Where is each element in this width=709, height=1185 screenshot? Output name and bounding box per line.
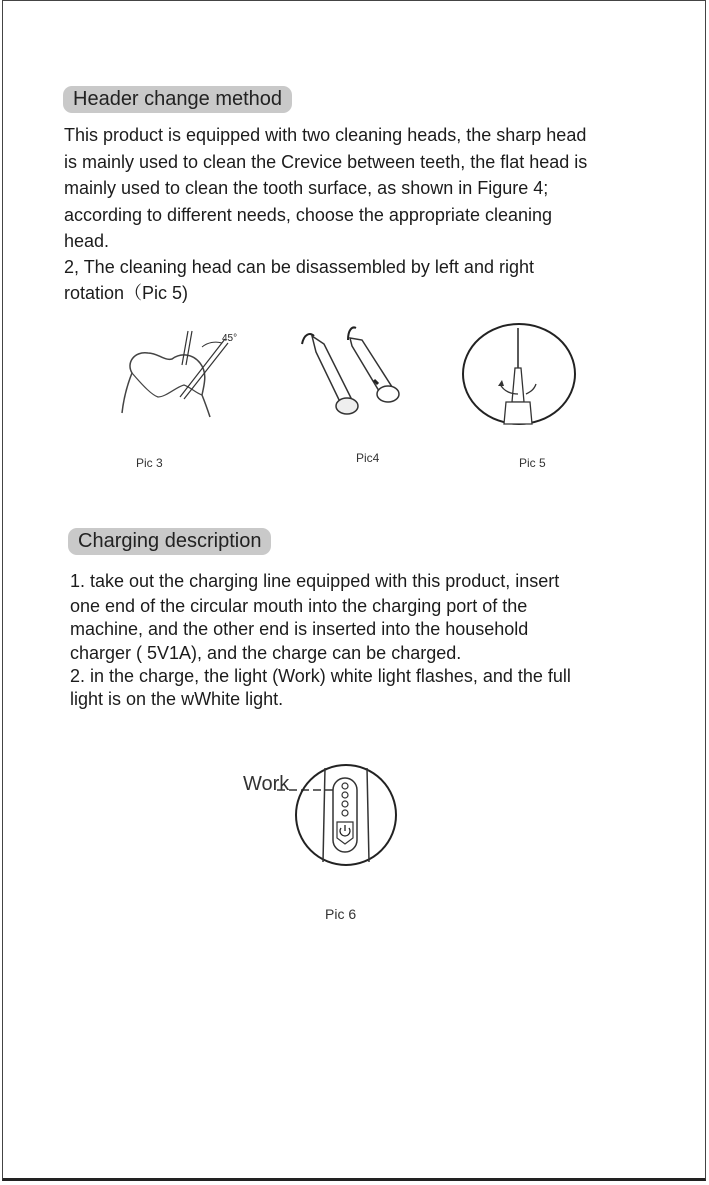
body-line: mainly used to clean the tooth surface, as shown in Figure 4;: [64, 178, 549, 198]
body-line: charger ( 5V1A), and the charge can be charged.: [70, 643, 462, 663]
body-line: machine, and the other end is inserted into the household: [70, 619, 529, 639]
section-heading-charging: Charging description: [68, 528, 271, 555]
body-line: according to different needs, choose the appropriate cleaning: [64, 205, 553, 225]
pic4-caption: Pic4: [356, 451, 380, 465]
body-line: head.: [64, 231, 110, 251]
section-heading-header-change: Header change method: [63, 86, 292, 113]
body-line: light is on the wWhite light.: [70, 689, 284, 709]
pic6-device-illustration: [295, 764, 397, 866]
body-line: 2, The cleaning head can be disassembled by left and right: [64, 257, 534, 277]
body-line: one end of the circular mouth into the charging port of the: [70, 596, 528, 616]
pic5-rotation-illustration: [462, 322, 576, 426]
pic4-cleaning-heads-illustration: [290, 322, 420, 422]
pic3-tooth-illustration: [110, 325, 260, 425]
pic6-work-label: Work: [243, 773, 290, 795]
body-line: 2. in the charge, the light (Work) white light flashes, and the full: [70, 666, 571, 686]
pic5-caption: Pic 5: [519, 456, 546, 470]
body-line: This product is equipped with two cleaning heads, the sharp head: [64, 125, 587, 145]
body-line: rotation（Pic 5): [64, 283, 189, 303]
pic6-caption: Pic 6: [325, 906, 357, 922]
pic3-angle-label: 45°: [222, 333, 238, 344]
body-line: 1. take out the charging line equipped with this product, insert: [70, 571, 560, 591]
pic3-caption: Pic 3: [136, 456, 163, 470]
body-line: is mainly used to clean the Crevice between teeth, the flat head is: [64, 152, 588, 172]
